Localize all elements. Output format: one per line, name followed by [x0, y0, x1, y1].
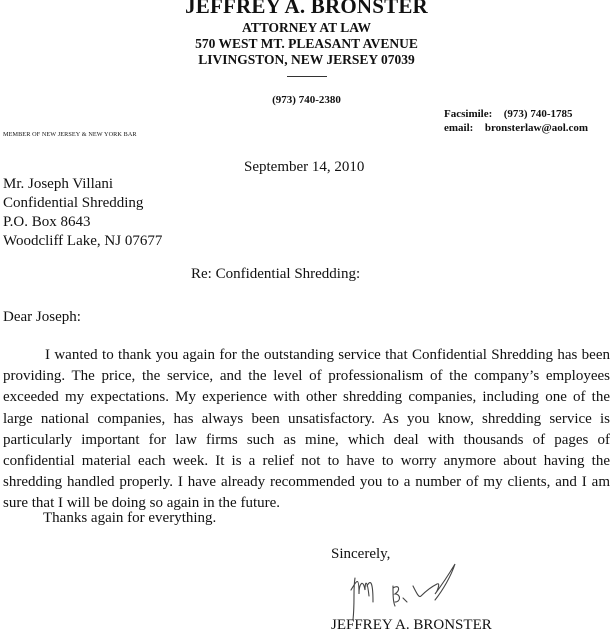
recipient-name: Mr. Joseph Villani: [3, 176, 114, 192]
body-paragraph: I wanted to thank you again for the outstanding service that Confidential Shredding has been providing. The price, the service, and the level of professionalism of the company’s employees exceeded my expectations. My experience with other shredding companies, including one of the large national companies, has always been unsatisfactory. As you know, shredding service is particularly important for law firms such as mine, which deal with thousands of pages of confidential material each week. It is a relief not to have to worry anymore about having the shredding handled properly. I have already recommended you to a number of my clients, and I am sure that I will be doing so again in the future.: [3, 347, 610, 512]
signature-name: JEFFREY A. BRONSTER: [331, 617, 492, 633]
bar-membership: MEMBER OF NEW JERSEY & NEW YORK BAR: [3, 131, 137, 138]
valediction: Sincerely,: [331, 546, 391, 562]
attorney-title: ATTORNEY AT LAW: [241, 20, 372, 35]
email-line: [444, 122, 588, 134]
attorney-name: JEFFREY A. BRONSTER: [185, 0, 428, 18]
street-address: 570 WEST MT. PLEASANT AVENUE: [195, 36, 418, 51]
recipient-company: Confidential Shredding: [3, 195, 144, 211]
letter-date: September 14, 2010: [244, 159, 365, 175]
closing-line: Thanks again for everything.: [43, 510, 217, 526]
subject-line: Re: Confidential Shredding:: [191, 266, 361, 282]
email-label: email:: [444, 122, 474, 134]
letterhead-divider: [287, 76, 327, 77]
salutation: Dear Joseph:: [3, 309, 81, 325]
facsimile-line: [444, 108, 573, 120]
facsimile-number: (973) 740-1785: [503, 108, 573, 120]
phone-number: (973) 740-2380: [272, 94, 341, 106]
city-address: LIVINGSTON, NEW JERSEY 07039: [198, 52, 415, 67]
recipient-po-box: P.O. Box 8643: [3, 214, 91, 230]
handwritten-signature: [337, 560, 477, 624]
facsimile-label: Facsimile:: [444, 108, 493, 120]
recipient-city: Woodcliff Lake, NJ 07677: [3, 233, 163, 249]
email-address: bronsterlaw@aol.com: [484, 122, 589, 134]
